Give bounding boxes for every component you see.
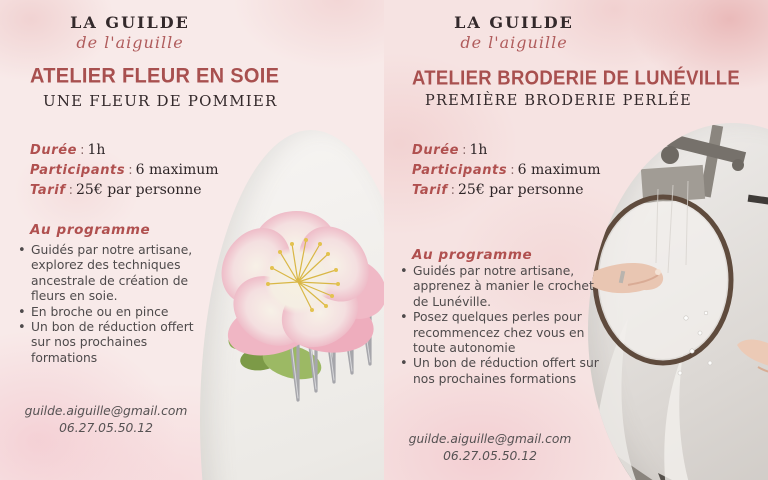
embroidery-photo [588, 123, 768, 480]
detail-separator: : [510, 163, 515, 178]
brand-logo [0, 13, 260, 52]
detail-separator: : [80, 143, 85, 158]
brand-logo [384, 13, 644, 52]
detail-row [30, 159, 219, 179]
program-list [18, 243, 200, 366]
program-item: • En broche ou en pince [18, 305, 200, 320]
brand-name: LA GUILDE [70, 13, 190, 32]
flyer-broderie-luneville [384, 0, 768, 480]
detail-separator: : [450, 183, 456, 198]
brand-tagline: de l'aiguille [76, 33, 184, 52]
detail-value: 1h [469, 142, 488, 158]
contact-email: guilde.aiguille@gmail.com [24, 404, 188, 418]
detail-row [30, 139, 219, 159]
detail-value: 1h [87, 142, 106, 158]
detail-label: Tarif [412, 183, 448, 198]
detail-value: 25€ par personne [458, 182, 584, 198]
program-item: • Un bon de réduction offert sur nos prochaines formations [400, 356, 602, 387]
detail-label: Durée [412, 143, 460, 158]
workshop-subtitle: PREMIÈRE BRODERIE PERLÉE [425, 93, 692, 109]
contact-phone: 06.27.05.50.12 [59, 421, 153, 435]
program-item: • Un bon de réduction offert sur nos prochaines formations [18, 320, 200, 366]
detail-row [412, 159, 601, 179]
flower-photo-illustration [200, 130, 384, 480]
detail-row [30, 179, 219, 199]
detail-value: 6 maximum [517, 162, 601, 178]
embroidery-photo-illustration [588, 123, 768, 480]
workshop-details [30, 139, 219, 199]
contact-email: guilde.aiguille@gmail.com [408, 432, 572, 446]
workshop-title: ATELIER BRODERIE DE LUNÉVILLE [412, 66, 741, 89]
detail-label: Tarif [30, 183, 66, 198]
flower-photo [200, 130, 384, 480]
program-item: • Guidés par notre artisane, apprenez à manier le crochet de Lunéville. [400, 264, 602, 310]
contact-phone: 06.27.05.50.12 [443, 449, 537, 463]
contact-block [0, 403, 212, 437]
detail-separator: : [68, 183, 74, 198]
workshop-details [412, 139, 601, 199]
detail-separator: : [462, 143, 467, 158]
program-item: • Posez quelques perles pour recommencez chez vous en toute autonomie [400, 310, 602, 356]
detail-label: Participants [30, 163, 126, 178]
program-heading: Au programme [30, 222, 151, 238]
program-list [400, 264, 602, 387]
detail-row [412, 139, 601, 159]
detail-label: Durée [30, 143, 78, 158]
detail-value: 25€ par personne [76, 182, 202, 198]
detail-label: Participants [412, 163, 508, 178]
brand-name: LA GUILDE [454, 13, 574, 32]
detail-separator: : [128, 163, 133, 178]
detail-row [412, 179, 601, 199]
brand-tagline: de l'aiguille [460, 33, 568, 52]
contact-block [384, 431, 596, 465]
detail-value: 6 maximum [135, 162, 219, 178]
workshop-title: ATELIER FLEUR EN SOIE [30, 64, 280, 88]
workshop-subtitle: UNE FLEUR DE POMMIER [43, 92, 278, 110]
program-heading: Au programme [412, 247, 533, 263]
program-item: • Guidés par notre artisane, explorez des techniques ancestrale de création de fleurs en soie. [18, 243, 200, 305]
